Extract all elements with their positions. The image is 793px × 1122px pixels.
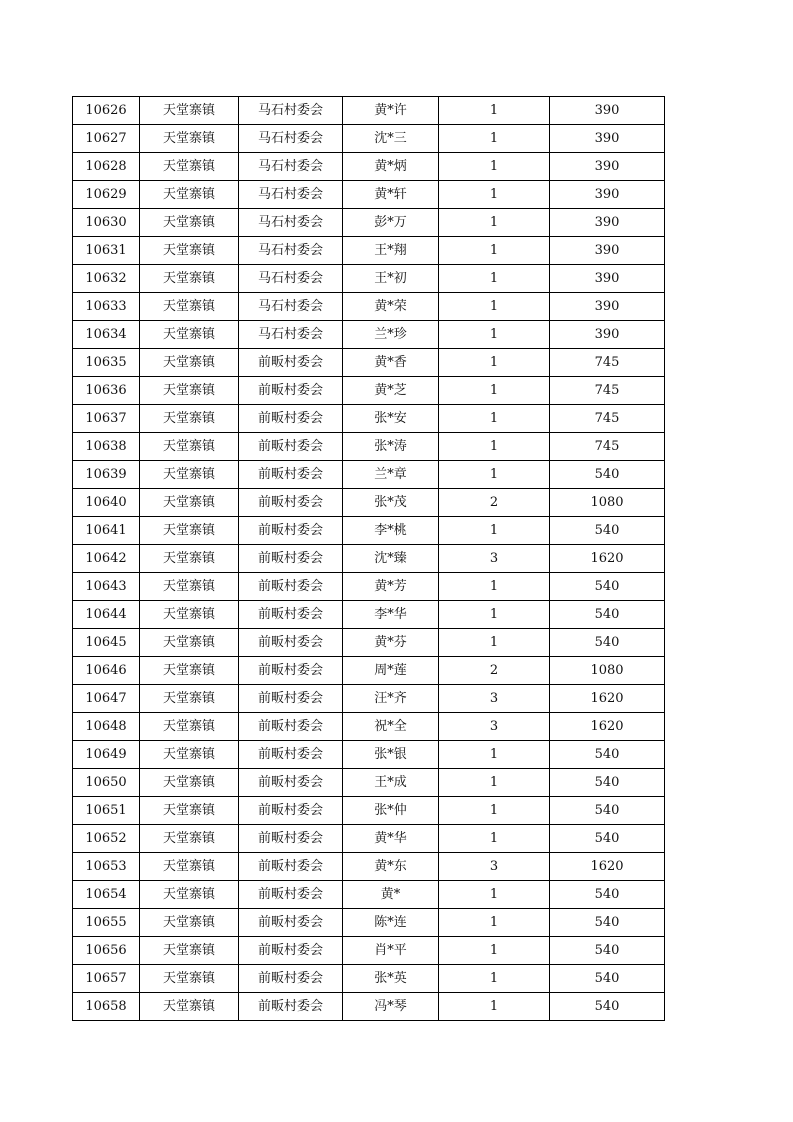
cell-count: 1: [439, 433, 550, 461]
cell-town: 天堂寨镇: [140, 797, 239, 825]
table-row: [73, 237, 665, 265]
cell-count: 1: [439, 153, 550, 181]
cell-town: 天堂寨镇: [140, 909, 239, 937]
table-row: [73, 377, 665, 405]
table-row: [73, 517, 665, 545]
table-row: [73, 713, 665, 741]
cell-id: 10648: [73, 713, 140, 741]
table-row: [73, 825, 665, 853]
cell-amount: 540: [550, 825, 665, 853]
cell-amount: 390: [550, 181, 665, 209]
table-row: [73, 909, 665, 937]
cell-village: 马石村委会: [239, 265, 343, 293]
subsidy-table: [72, 96, 665, 1021]
cell-id: 10632: [73, 265, 140, 293]
cell-amount: 540: [550, 993, 665, 1021]
table-row: [73, 629, 665, 657]
cell-count: 1: [439, 97, 550, 125]
cell-count: 1: [439, 629, 550, 657]
cell-village: 前畈村委会: [239, 377, 343, 405]
cell-village: 前畈村委会: [239, 909, 343, 937]
cell-id: 10635: [73, 349, 140, 377]
cell-count: 3: [439, 545, 550, 573]
cell-count: 1: [439, 209, 550, 237]
cell-town: 天堂寨镇: [140, 293, 239, 321]
cell-id: 10631: [73, 237, 140, 265]
cell-name: 沈*臻: [343, 545, 439, 573]
cell-amount: 745: [550, 433, 665, 461]
table-row: [73, 181, 665, 209]
cell-village: 前畈村委会: [239, 461, 343, 489]
cell-village: 前畈村委会: [239, 993, 343, 1021]
cell-count: 1: [439, 517, 550, 545]
cell-amount: 540: [550, 629, 665, 657]
cell-id: 10658: [73, 993, 140, 1021]
cell-id: 10649: [73, 741, 140, 769]
cell-village: 前畈村委会: [239, 769, 343, 797]
cell-id: 10655: [73, 909, 140, 937]
cell-id: 10641: [73, 517, 140, 545]
cell-amount: 390: [550, 125, 665, 153]
cell-village: 马石村委会: [239, 209, 343, 237]
cell-id: 10653: [73, 853, 140, 881]
table-row: [73, 797, 665, 825]
cell-id: 10654: [73, 881, 140, 909]
cell-amount: 540: [550, 965, 665, 993]
cell-town: 天堂寨镇: [140, 237, 239, 265]
cell-name: 兰*珍: [343, 321, 439, 349]
cell-amount: 390: [550, 321, 665, 349]
cell-town: 天堂寨镇: [140, 125, 239, 153]
cell-town: 天堂寨镇: [140, 657, 239, 685]
cell-town: 天堂寨镇: [140, 181, 239, 209]
table-row: [73, 265, 665, 293]
cell-village: 前畈村委会: [239, 349, 343, 377]
cell-village: 前畈村委会: [239, 433, 343, 461]
cell-id: 10657: [73, 965, 140, 993]
cell-count: 3: [439, 685, 550, 713]
cell-amount: 390: [550, 237, 665, 265]
cell-count: 1: [439, 405, 550, 433]
cell-village: 前畈村委会: [239, 825, 343, 853]
cell-id: 10646: [73, 657, 140, 685]
cell-amount: 540: [550, 909, 665, 937]
table-body: [73, 97, 665, 1021]
cell-id: 10637: [73, 405, 140, 433]
cell-count: 1: [439, 321, 550, 349]
cell-village: 前畈村委会: [239, 629, 343, 657]
table-row: [73, 937, 665, 965]
cell-count: 1: [439, 769, 550, 797]
cell-count: 1: [439, 349, 550, 377]
cell-amount: 540: [550, 741, 665, 769]
cell-id: 10652: [73, 825, 140, 853]
cell-amount: 540: [550, 461, 665, 489]
cell-name: 黄*许: [343, 97, 439, 125]
cell-village: 马石村委会: [239, 125, 343, 153]
cell-village: 前畈村委会: [239, 601, 343, 629]
table-row: [73, 125, 665, 153]
cell-name: 张*茂: [343, 489, 439, 517]
cell-town: 天堂寨镇: [140, 517, 239, 545]
table-row: [73, 741, 665, 769]
cell-town: 天堂寨镇: [140, 321, 239, 349]
cell-id: 10643: [73, 573, 140, 601]
cell-town: 天堂寨镇: [140, 853, 239, 881]
table-row: [73, 349, 665, 377]
cell-count: 3: [439, 853, 550, 881]
cell-id: 10647: [73, 685, 140, 713]
cell-town: 天堂寨镇: [140, 881, 239, 909]
cell-name: 张*安: [343, 405, 439, 433]
cell-village: 马石村委会: [239, 97, 343, 125]
cell-name: 汪*齐: [343, 685, 439, 713]
cell-town: 天堂寨镇: [140, 153, 239, 181]
cell-name: 李*桃: [343, 517, 439, 545]
cell-id: 10630: [73, 209, 140, 237]
cell-name: 黄*芬: [343, 629, 439, 657]
cell-village: 前畈村委会: [239, 573, 343, 601]
cell-village: 马石村委会: [239, 321, 343, 349]
cell-amount: 745: [550, 405, 665, 433]
cell-count: 1: [439, 573, 550, 601]
cell-id: 10634: [73, 321, 140, 349]
cell-name: 陈*连: [343, 909, 439, 937]
cell-town: 天堂寨镇: [140, 713, 239, 741]
cell-name: 张*英: [343, 965, 439, 993]
cell-count: 1: [439, 461, 550, 489]
cell-name: 张*银: [343, 741, 439, 769]
cell-name: 祝*全: [343, 713, 439, 741]
table-row: [73, 769, 665, 797]
cell-count: 1: [439, 825, 550, 853]
table-row: [73, 853, 665, 881]
cell-id: 10626: [73, 97, 140, 125]
cell-count: 1: [439, 881, 550, 909]
cell-village: 前畈村委会: [239, 741, 343, 769]
cell-amount: 1080: [550, 657, 665, 685]
cell-id: 10645: [73, 629, 140, 657]
cell-count: 1: [439, 937, 550, 965]
cell-id: 10627: [73, 125, 140, 153]
cell-id: 10651: [73, 797, 140, 825]
cell-amount: 390: [550, 97, 665, 125]
cell-name: 沈*三: [343, 125, 439, 153]
cell-village: 马石村委会: [239, 153, 343, 181]
cell-name: 王*翔: [343, 237, 439, 265]
cell-name: 黄*荣: [343, 293, 439, 321]
table-row: [73, 433, 665, 461]
table-row: [73, 993, 665, 1021]
table-row: [73, 97, 665, 125]
cell-village: 前畈村委会: [239, 853, 343, 881]
cell-id: 10642: [73, 545, 140, 573]
cell-town: 天堂寨镇: [140, 601, 239, 629]
cell-village: 前畈村委会: [239, 685, 343, 713]
cell-name: 王*初: [343, 265, 439, 293]
cell-count: 1: [439, 993, 550, 1021]
cell-name: 黄*香: [343, 349, 439, 377]
cell-town: 天堂寨镇: [140, 993, 239, 1021]
cell-id: 10639: [73, 461, 140, 489]
cell-name: 黄*东: [343, 853, 439, 881]
cell-amount: 1620: [550, 853, 665, 881]
cell-village: 前畈村委会: [239, 545, 343, 573]
cell-count: 1: [439, 797, 550, 825]
cell-count: 2: [439, 657, 550, 685]
cell-id: 10628: [73, 153, 140, 181]
cell-village: 前畈村委会: [239, 657, 343, 685]
cell-amount: 540: [550, 797, 665, 825]
table-row: [73, 489, 665, 517]
cell-village: 前畈村委会: [239, 405, 343, 433]
cell-town: 天堂寨镇: [140, 685, 239, 713]
cell-amount: 1080: [550, 489, 665, 517]
cell-town: 天堂寨镇: [140, 377, 239, 405]
cell-id: 10638: [73, 433, 140, 461]
table-row: [73, 965, 665, 993]
cell-count: 1: [439, 265, 550, 293]
cell-name: 彭*万: [343, 209, 439, 237]
cell-village: 马石村委会: [239, 293, 343, 321]
cell-name: 冯*琴: [343, 993, 439, 1021]
cell-count: 1: [439, 293, 550, 321]
cell-count: 1: [439, 181, 550, 209]
table-row: [73, 601, 665, 629]
cell-town: 天堂寨镇: [140, 349, 239, 377]
cell-amount: 540: [550, 937, 665, 965]
table-row: [73, 321, 665, 349]
cell-village: 前畈村委会: [239, 489, 343, 517]
cell-id: 10656: [73, 937, 140, 965]
cell-count: 1: [439, 237, 550, 265]
cell-amount: 540: [550, 601, 665, 629]
cell-name: 黄*芳: [343, 573, 439, 601]
table-row: [73, 461, 665, 489]
table-row: [73, 293, 665, 321]
cell-amount: 745: [550, 349, 665, 377]
cell-town: 天堂寨镇: [140, 461, 239, 489]
cell-count: 1: [439, 965, 550, 993]
cell-name: 黄*炳: [343, 153, 439, 181]
cell-amount: 745: [550, 377, 665, 405]
table-row: [73, 153, 665, 181]
cell-amount: 1620: [550, 685, 665, 713]
cell-town: 天堂寨镇: [140, 97, 239, 125]
cell-count: 1: [439, 601, 550, 629]
cell-name: 黄*华: [343, 825, 439, 853]
cell-town: 天堂寨镇: [140, 545, 239, 573]
cell-name: 周*莲: [343, 657, 439, 685]
cell-village: 前畈村委会: [239, 965, 343, 993]
cell-village: 马石村委会: [239, 181, 343, 209]
cell-village: 马石村委会: [239, 237, 343, 265]
cell-count: 3: [439, 713, 550, 741]
table-row: [73, 881, 665, 909]
cell-amount: 1620: [550, 713, 665, 741]
cell-id: 10636: [73, 377, 140, 405]
cell-town: 天堂寨镇: [140, 405, 239, 433]
cell-amount: 1620: [550, 545, 665, 573]
cell-count: 1: [439, 741, 550, 769]
cell-amount: 540: [550, 517, 665, 545]
cell-name: 王*成: [343, 769, 439, 797]
cell-town: 天堂寨镇: [140, 825, 239, 853]
cell-amount: 390: [550, 265, 665, 293]
cell-name: 黄*: [343, 881, 439, 909]
cell-town: 天堂寨镇: [140, 209, 239, 237]
table-row: [73, 573, 665, 601]
cell-amount: 540: [550, 769, 665, 797]
cell-village: 前畈村委会: [239, 517, 343, 545]
cell-amount: 540: [550, 881, 665, 909]
table-row: [73, 657, 665, 685]
cell-id: 10640: [73, 489, 140, 517]
table-row: [73, 545, 665, 573]
cell-town: 天堂寨镇: [140, 433, 239, 461]
cell-id: 10650: [73, 769, 140, 797]
cell-name: 肖*平: [343, 937, 439, 965]
cell-village: 前畈村委会: [239, 713, 343, 741]
cell-id: 10644: [73, 601, 140, 629]
table-row: [73, 209, 665, 237]
cell-id: 10629: [73, 181, 140, 209]
table-row: [73, 405, 665, 433]
table-row: [73, 685, 665, 713]
cell-count: 1: [439, 909, 550, 937]
cell-amount: 390: [550, 209, 665, 237]
cell-name: 李*华: [343, 601, 439, 629]
cell-town: 天堂寨镇: [140, 937, 239, 965]
cell-town: 天堂寨镇: [140, 769, 239, 797]
cell-amount: 390: [550, 293, 665, 321]
cell-count: 2: [439, 489, 550, 517]
cell-town: 天堂寨镇: [140, 489, 239, 517]
cell-town: 天堂寨镇: [140, 741, 239, 769]
cell-town: 天堂寨镇: [140, 629, 239, 657]
cell-count: 1: [439, 377, 550, 405]
cell-name: 黄*芝: [343, 377, 439, 405]
cell-village: 前畈村委会: [239, 937, 343, 965]
cell-amount: 540: [550, 573, 665, 601]
cell-name: 张*涛: [343, 433, 439, 461]
cell-town: 天堂寨镇: [140, 965, 239, 993]
cell-name: 黄*轩: [343, 181, 439, 209]
cell-amount: 390: [550, 153, 665, 181]
cell-village: 前畈村委会: [239, 881, 343, 909]
cell-name: 兰*章: [343, 461, 439, 489]
cell-count: 1: [439, 125, 550, 153]
cell-village: 前畈村委会: [239, 797, 343, 825]
cell-town: 天堂寨镇: [140, 573, 239, 601]
cell-town: 天堂寨镇: [140, 265, 239, 293]
cell-id: 10633: [73, 293, 140, 321]
cell-name: 张*仲: [343, 797, 439, 825]
